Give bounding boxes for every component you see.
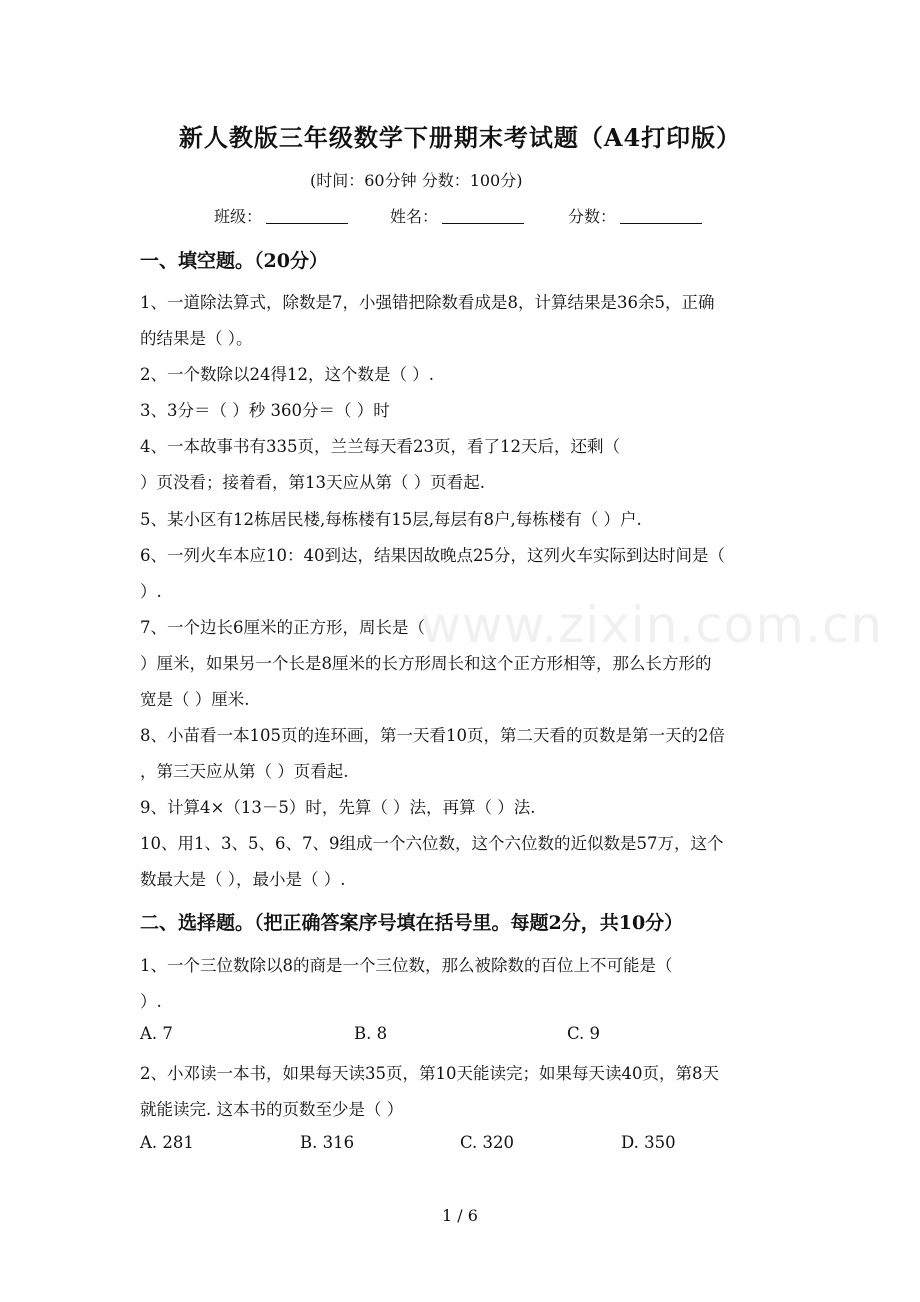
question-line: ，第三天应从第（ ）页看起. [140, 762, 349, 781]
question-line: 7、一个边长6厘米的正方形，周长是（ [140, 618, 425, 637]
option-d: D. 350 [621, 1133, 676, 1152]
name-label: 姓名： [390, 207, 439, 226]
option-c: C. 9 [567, 1024, 601, 1043]
page-number: 1 / 6 [442, 1206, 478, 1225]
page-title: 新人教版三年级数学下册期末考试题（A4打印版） [178, 123, 742, 152]
question-line: ）. [140, 582, 162, 601]
question-line: 5、某小区有12栋居民楼,每栋楼有15层,每层有8户,每栋楼有（ ）户. [140, 510, 642, 529]
question-line: 的结果是（ ）。 [140, 329, 253, 348]
question-line: 9、计算4×（13－5）时，先算（ ）法，再算（ ）法. [140, 798, 536, 817]
score-label: 分数： [568, 207, 617, 226]
question-line: 2、一个数除以24得12，这个数是（ ）. [140, 365, 434, 384]
score-field [568, 204, 702, 227]
question-line: 4、一本故事书有335页，兰兰每天看23页，看了12天后，还剩（ [140, 437, 620, 456]
option-b: B. 8 [354, 1024, 388, 1043]
question-line: 1、一个三位数除以8的商是一个三位数，那么被除数的百位上不可能是（ [140, 956, 673, 975]
question-line: 10、用1、3、5、6、7、9组成一个六位数，这个六位数的近似数是57万，这个 [140, 834, 724, 853]
section-choice-heading: 二、选择题。（把正确答案序号填在括号里。每题2分，共10分） [140, 912, 684, 934]
class-label: 班级： [214, 207, 263, 226]
option-c: C. 320 [460, 1133, 515, 1152]
option-a: A. 7 [140, 1024, 173, 1043]
score-blank [620, 207, 702, 224]
exam-info: (时间：60分钟 分数：100分) [310, 171, 523, 190]
question-line: 1、一道除法算式，除数是7，小强错把除数看成是8，计算结果是36余5，正确 [140, 293, 715, 312]
watermark: www.zixin.com.cn [420, 596, 884, 654]
class-field [214, 204, 348, 227]
question-line: ）. [140, 992, 162, 1011]
question-line: 8、小苗看一本105页的连环画，第一天看10页，第二天看的页数是第一天的2倍 [140, 726, 725, 745]
question-line: ）厘米，如果另一个长是8厘米的长方形周长和这个正方形相等，那么长方形的 [140, 654, 712, 673]
option-a: A. 281 [140, 1133, 194, 1152]
question-line: 6、一列火车本应10：40到达，结果因故晚点25分，这列火车实际到达时间是（ [140, 546, 725, 565]
question-line: 3、3分＝（ ）秒 360分＝（ ）时 [140, 401, 390, 420]
question-line: ）页没看；接着看，第13天应从第（ ）页看起. [140, 473, 485, 492]
question-line: 2、小邓读一本书，如果每天读35页，第10天能读完；如果每天读40页，第8天 [140, 1064, 719, 1083]
question-line: 数最大是（ ），最小是（ ）. [140, 870, 346, 889]
question-line: 宽是（ ）厘米. [140, 690, 250, 709]
section-fill-blank-heading: 一、填空题。（20分） [140, 250, 328, 272]
name-field [390, 204, 524, 227]
class-blank [266, 207, 348, 224]
option-b: B. 316 [300, 1133, 355, 1152]
name-blank [442, 207, 524, 224]
question-line: 就能读完. 这本书的页数至少是（ ） [140, 1100, 404, 1119]
